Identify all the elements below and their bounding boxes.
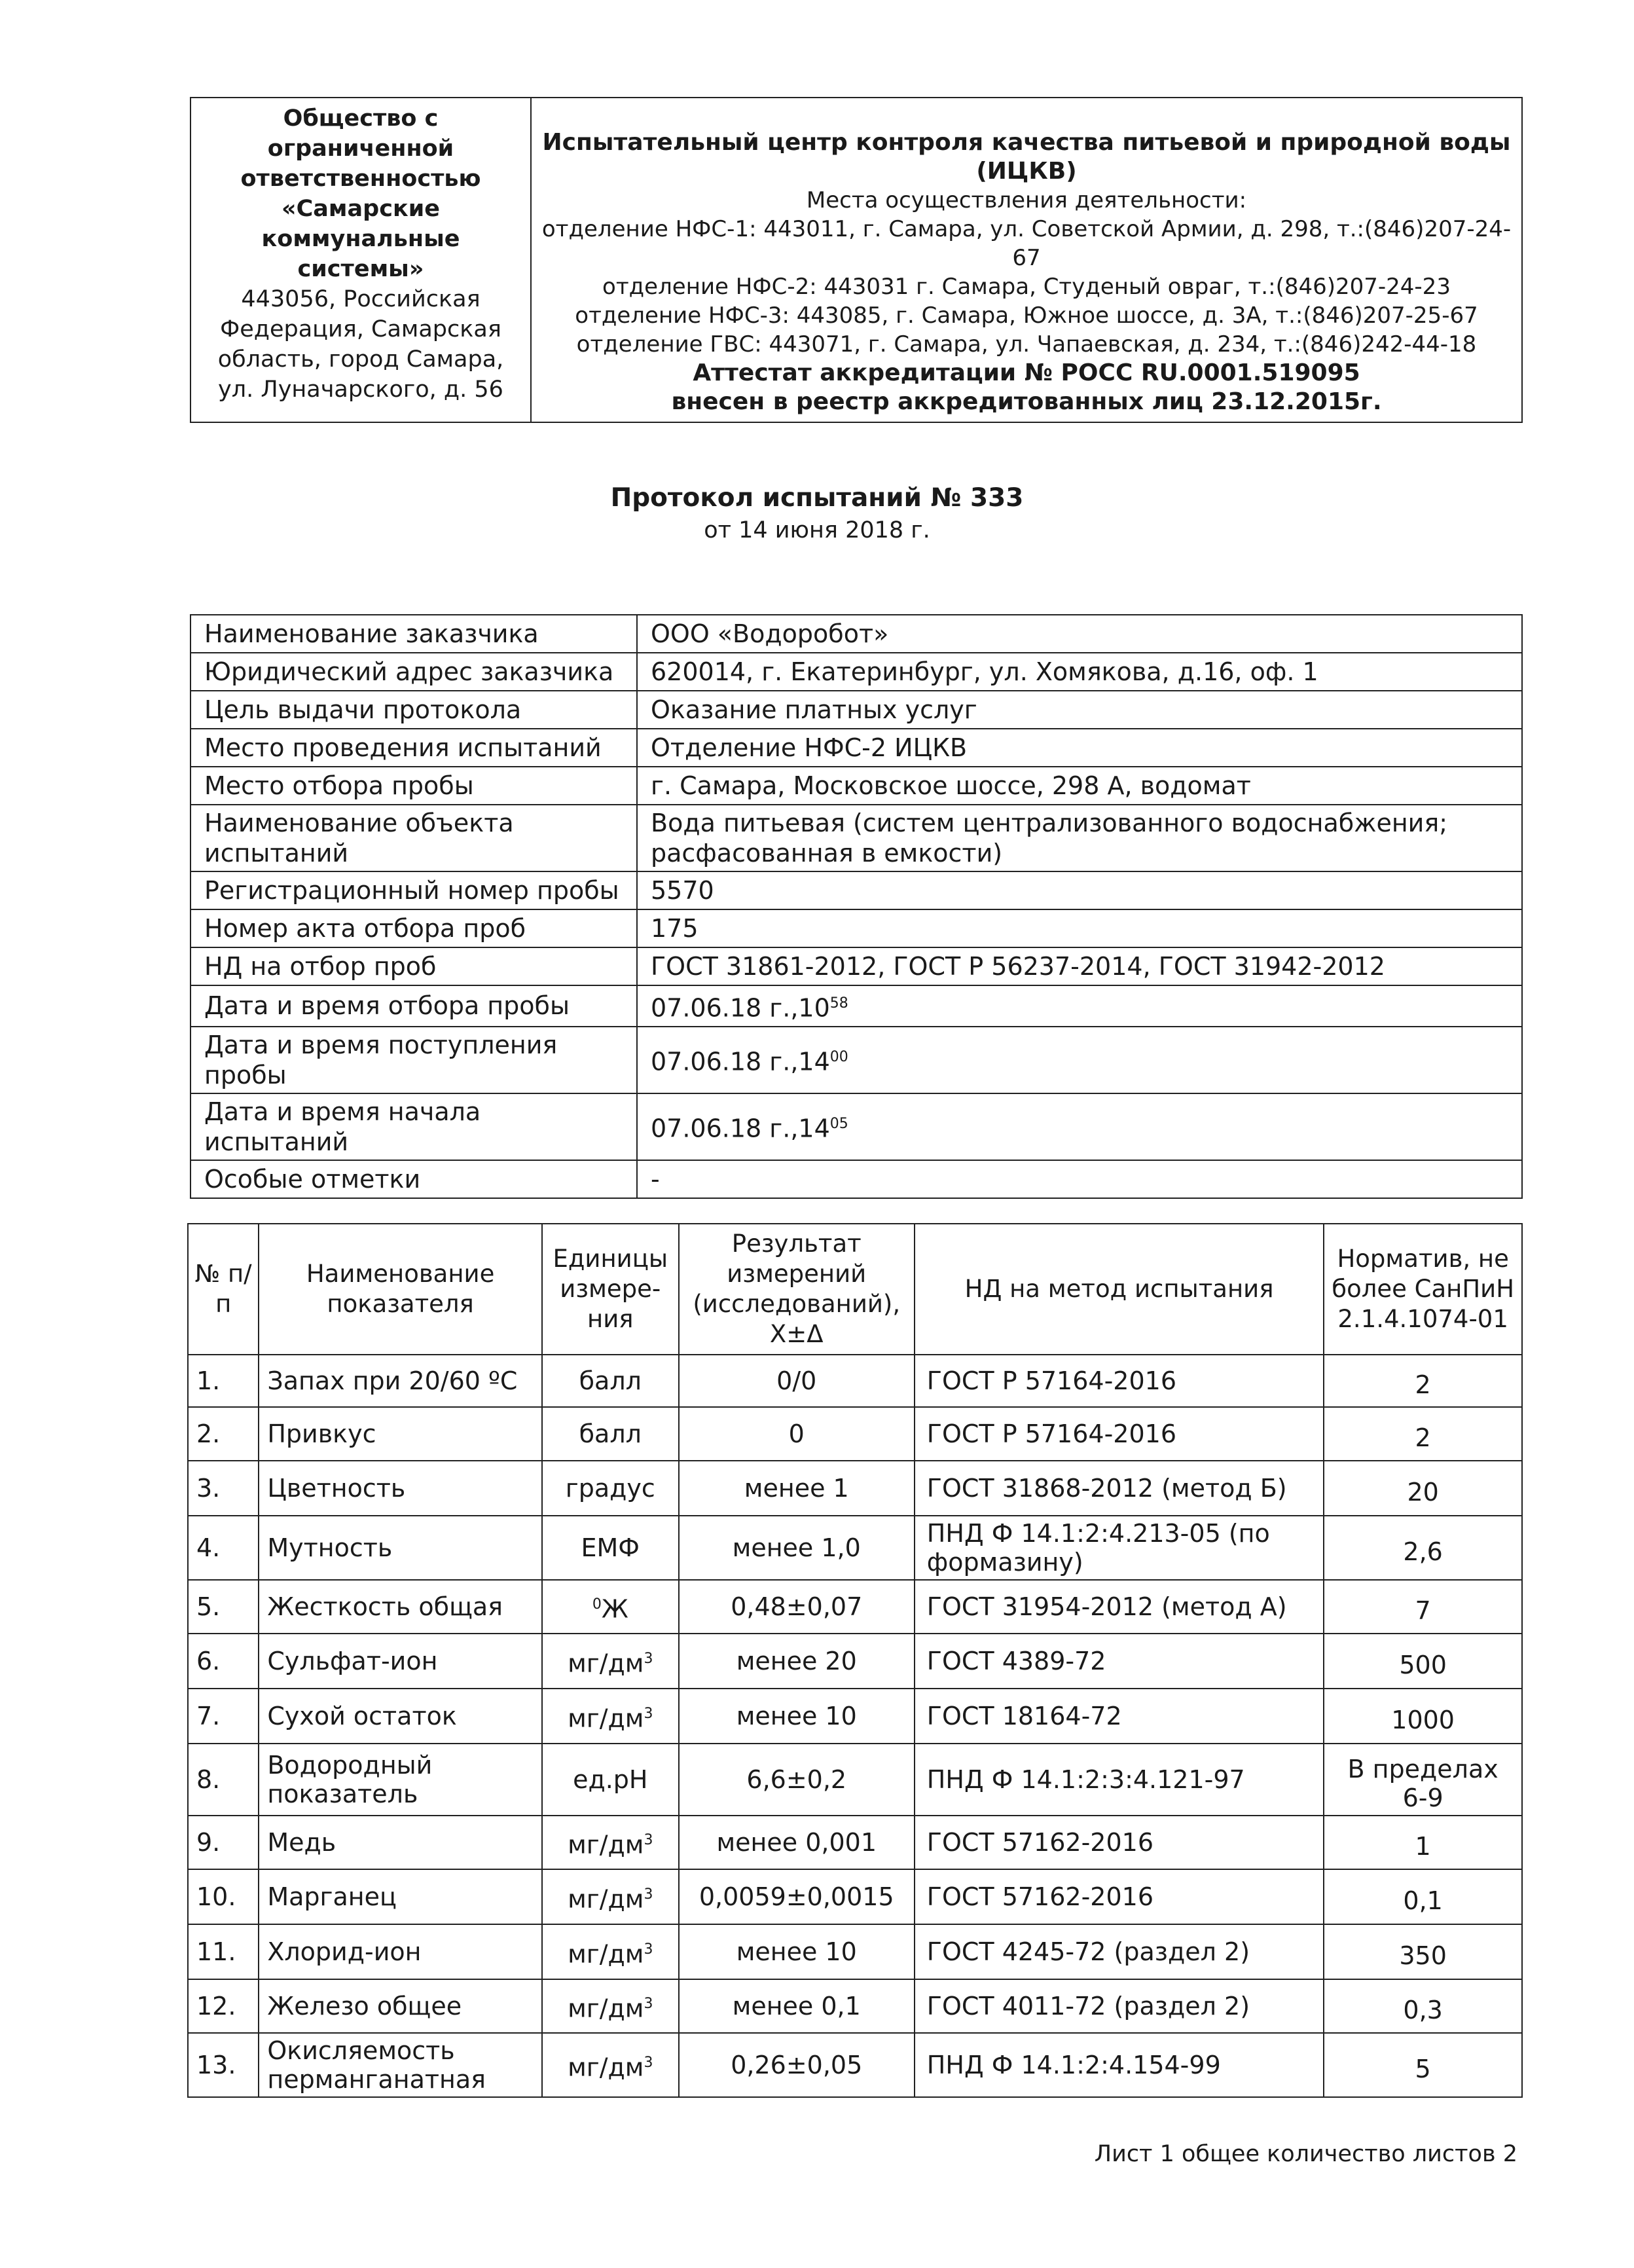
protocol-title: Протокол испытаний № 333 — [610, 483, 1024, 513]
table-row — [188, 1355, 1522, 1407]
info-value-cell — [637, 909, 1522, 947]
row-num: 10. — [188, 1869, 259, 1924]
col-name-header: Наименование показателя — [259, 1224, 542, 1355]
row-result: 0,0059±0,0015 — [679, 1869, 915, 1924]
col-result-header: Результат измерений (исследований), Х±Δ — [679, 1224, 915, 1355]
org-name — [200, 103, 521, 284]
row-result: 0,26±0,05 — [679, 2033, 915, 2097]
info-value: - — [651, 1164, 660, 1194]
row-result: менее 0,1 — [679, 1979, 915, 2033]
branches-list — [541, 215, 1512, 359]
info-row — [191, 1027, 1522, 1093]
info-key: Цель выдачи протокола — [191, 691, 637, 729]
org-address-line: Федерация, Самарская — [220, 316, 501, 342]
col-norm-header: Норматив, не более СанПиН 2.1.4.1074-01 — [1324, 1224, 1522, 1355]
row-name: Медь — [259, 1816, 542, 1869]
info-value: ООО «Водоробот» — [651, 619, 889, 648]
info-key: НД на отбор проб — [191, 947, 637, 985]
row-name: Железо общее — [259, 1979, 542, 2033]
info-row — [191, 871, 1522, 909]
row-norm: 20 — [1324, 1461, 1522, 1516]
info-value-cell — [637, 985, 1522, 1027]
row-unit — [542, 1744, 679, 1816]
unit-sup: 3 — [644, 1650, 653, 1667]
row-norm: В пределах 6-9 — [1324, 1744, 1522, 1816]
unit-text: мг/дм — [568, 1939, 644, 1969]
accreditation-line: внесен в реестр аккредитованных лиц 23.12.2015г. — [671, 388, 1382, 415]
info-key: Дата и время поступления пробы — [191, 1027, 637, 1093]
row-method: ПНД Ф 14.1:2:3:4.121-97 — [915, 1744, 1324, 1816]
row-result: 0 — [679, 1407, 915, 1461]
row-num: 1. — [188, 1355, 259, 1407]
info-value: ГОСТ 31861-2012, ГОСТ Р 56237-2014, ГОСТ 31942-2012 — [651, 952, 1385, 981]
row-unit — [542, 1461, 679, 1516]
info-key: Место отбора пробы — [191, 767, 637, 805]
row-method: ГОСТ 18164-72 — [915, 1689, 1324, 1744]
org-address-line: область, город Самара, — [217, 346, 504, 373]
info-value-cell — [637, 1160, 1522, 1198]
info-row — [191, 947, 1522, 985]
info-key: Особые отметки — [191, 1160, 637, 1198]
center-title-line: Испытательный центр контроля качества питьевой и природной воды — [542, 129, 1511, 156]
row-name: Окисляемость перманганатная — [259, 2033, 542, 2097]
row-num: 11. — [188, 1924, 259, 1979]
table-row — [188, 1979, 1522, 2033]
org-address — [200, 284, 521, 405]
info-value-cell — [637, 729, 1522, 767]
info-value-sup: 05 — [829, 1116, 848, 1133]
row-result: менее 0,001 — [679, 1816, 915, 1869]
accreditation-line: Аттестат аккредитации № РОСС RU.0001.519095 — [693, 359, 1360, 386]
info-value: 5570 — [651, 876, 714, 905]
row-unit — [542, 1689, 679, 1744]
row-result: 6,6±0,2 — [679, 1744, 915, 1816]
row-method: ГОСТ 31954-2012 (метод А) — [915, 1580, 1324, 1634]
unit-text: мг/дм — [568, 2053, 644, 2082]
col-unit-header: Единицы измере-ния — [542, 1224, 679, 1355]
table-row — [188, 1816, 1522, 1869]
info-value-cell — [637, 1093, 1522, 1160]
info-value: г. Самара, Московское шоссе, 298 А, водомат — [651, 771, 1251, 800]
org-address-line: 443056, Российская — [241, 286, 481, 312]
row-norm: 7 — [1324, 1580, 1522, 1634]
row-method: ГОСТ 57162-2016 — [915, 1869, 1324, 1924]
info-value-cell — [637, 615, 1522, 653]
org-name-line: ответственностью — [240, 166, 481, 192]
unit-sup: 3 — [644, 1886, 653, 1903]
row-unit — [542, 2033, 679, 2097]
row-name: Водородный показатель — [259, 1744, 542, 1816]
row-num: 6. — [188, 1634, 259, 1689]
info-value: 175 — [651, 914, 699, 943]
info-row — [191, 691, 1522, 729]
row-num: 5. — [188, 1580, 259, 1634]
info-value-cell — [637, 767, 1522, 805]
info-row — [191, 653, 1522, 691]
row-name: Цветность — [259, 1461, 542, 1516]
info-value: 07.06.18 г.,14 — [651, 1047, 830, 1076]
row-method: ГОСТ 57162-2016 — [915, 1816, 1324, 1869]
table-row — [188, 1407, 1522, 1461]
row-norm: 5 — [1324, 2033, 1522, 2097]
info-key: Юридический адрес заказчика — [191, 653, 637, 691]
row-norm: 500 — [1324, 1634, 1522, 1689]
table-row — [188, 1869, 1522, 1924]
unit-text: ед.рН — [573, 1765, 648, 1794]
org-name-line: Общество с — [283, 105, 439, 132]
org-name-line: системы» — [297, 256, 424, 282]
row-num: 8. — [188, 1744, 259, 1816]
row-num: 9. — [188, 1816, 259, 1869]
info-key: Дата и время отбора пробы — [191, 985, 637, 1027]
unit-sup: 3 — [644, 2054, 653, 2071]
info-row — [191, 1093, 1522, 1160]
branch-line: отделение НФС-3: 443085, г. Самара, Южное шоссе, д. 3А, т.:(846)207-25-67 — [575, 302, 1478, 329]
row-unit — [542, 1634, 679, 1689]
table-row — [188, 2033, 1522, 2097]
row-norm: 350 — [1324, 1924, 1522, 1979]
info-row — [191, 615, 1522, 653]
row-result: менее 1,0 — [679, 1516, 915, 1580]
info-key: Номер акта отбора проб — [191, 909, 637, 947]
unit-text: балл — [579, 1419, 642, 1448]
info-key: Наименование заказчика — [191, 615, 637, 653]
org-name-line: «Самарские — [281, 196, 440, 222]
unit-text: градус — [565, 1474, 655, 1503]
info-row — [191, 767, 1522, 805]
row-num: 13. — [188, 2033, 259, 2097]
center-title-line: (ИЦКВ) — [976, 158, 1077, 185]
row-norm: 2,6 — [1324, 1516, 1522, 1580]
branch-line: отделение НФС-2: 443031 г. Самара, Студеный овраг, т.:(846)207-24-23 — [602, 274, 1451, 300]
center-title — [541, 128, 1512, 186]
table-row — [188, 1580, 1522, 1634]
table-row — [188, 1634, 1522, 1689]
info-value-cell — [637, 1027, 1522, 1093]
info-table — [190, 614, 1523, 1199]
info-value-cell — [637, 871, 1522, 909]
info-value: 620014, г. Екатеринбург, ул. Хомякова, д.16, оф. 1 — [651, 657, 1318, 686]
row-result: менее 20 — [679, 1634, 915, 1689]
info-value-sup: 00 — [829, 1049, 848, 1066]
row-method: ГОСТ 4011-72 (раздел 2) — [915, 1979, 1324, 2033]
page-footer: Лист 1 общее количество листов 2 — [1094, 2141, 1517, 2167]
info-key: Место проведения испытаний — [191, 729, 637, 767]
row-unit — [542, 1580, 679, 1634]
row-name: Сульфат-ион — [259, 1634, 542, 1689]
row-name: Мутность — [259, 1516, 542, 1580]
info-row — [191, 985, 1522, 1027]
unit-text: мг/дм — [568, 1884, 644, 1914]
info-value: Отделение НФС-2 ИЦКВ — [651, 733, 968, 762]
row-method: ГОСТ Р 57164-2016 — [915, 1355, 1324, 1407]
row-unit — [542, 1355, 679, 1407]
info-body — [191, 615, 1522, 1198]
results-table — [187, 1223, 1523, 2098]
row-norm: 2 — [1324, 1407, 1522, 1461]
row-unit — [542, 1869, 679, 1924]
row-norm: 0,1 — [1324, 1869, 1522, 1924]
unit-text: Ж — [601, 1594, 628, 1624]
branch-line: отделение ГВС: 443071, г. Самара, ул. Чапаевская, д. 234, т.:(846)242-44-18 — [576, 331, 1477, 357]
row-name: Запах при 20/60 ºС — [259, 1355, 542, 1407]
row-method: ГОСТ 31868-2012 (метод Б) — [915, 1461, 1324, 1516]
row-num: 12. — [188, 1979, 259, 2033]
row-unit — [542, 1407, 679, 1461]
table-row — [188, 1689, 1522, 1744]
row-method: ПНД Ф 14.1:2:4.213-05 (по формазину) — [915, 1516, 1324, 1580]
table-row — [188, 1461, 1522, 1516]
places-label: Места осуществления деятельности: — [806, 187, 1247, 213]
row-unit — [542, 1816, 679, 1869]
col-num-header: № п/п — [188, 1224, 259, 1355]
info-value: 07.06.18 г.,14 — [651, 1114, 830, 1143]
row-method: ГОСТ Р 57164-2016 — [915, 1407, 1324, 1461]
info-row — [191, 1160, 1522, 1198]
col-method-header: НД на метод испытания — [915, 1224, 1324, 1355]
info-value-cell — [637, 947, 1522, 985]
row-num: 2. — [188, 1407, 259, 1461]
unit-sup: 3 — [644, 1941, 653, 1958]
info-key: Наименование объекта испытаний — [191, 805, 637, 871]
info-value-cell — [637, 805, 1522, 871]
unit-text: мг/дм — [568, 1830, 644, 1859]
info-row — [191, 729, 1522, 767]
org-address-line: ул. Луначарского, д. 56 — [218, 376, 503, 403]
unit-sup: 3 — [644, 1995, 653, 2012]
center-cell — [531, 98, 1522, 422]
unit-text: мг/дм — [568, 1649, 644, 1678]
info-value: Оказание платных услуг — [651, 695, 977, 724]
row-unit — [542, 1979, 679, 2033]
table-row — [188, 1744, 1522, 1816]
results-body — [188, 1355, 1522, 2097]
row-result: 0,48±0,07 — [679, 1580, 915, 1634]
accreditation — [541, 359, 1512, 416]
info-row — [191, 909, 1522, 947]
row-result: менее 10 — [679, 1689, 915, 1744]
row-name: Привкус — [259, 1407, 542, 1461]
row-num: 7. — [188, 1689, 259, 1744]
unit-text: балл — [579, 1366, 642, 1395]
row-method: ГОСТ 4245-72 (раздел 2) — [915, 1924, 1324, 1979]
info-value-sup: 58 — [829, 995, 848, 1012]
row-method: ПНД Ф 14.1:2:4.154-99 — [915, 2033, 1324, 2097]
info-row — [191, 805, 1522, 871]
info-value-cell — [637, 653, 1522, 691]
row-norm: 0,3 — [1324, 1979, 1522, 2033]
unit-text: ЕМФ — [581, 1533, 640, 1562]
org-name-line: коммунальные — [261, 226, 460, 252]
info-value: 07.06.18 г.,10 — [651, 993, 830, 1023]
row-result: 0/0 — [679, 1355, 915, 1407]
org-name-line: ограниченной — [267, 136, 454, 162]
info-value: Вода питьевая (систем централизованного водоснабжения; расфасованная в емкости) — [651, 809, 1448, 868]
row-unit — [542, 1924, 679, 1979]
row-num: 4. — [188, 1516, 259, 1580]
row-norm: 1 — [1324, 1816, 1522, 1869]
row-name: Сухой остаток — [259, 1689, 542, 1744]
table-row — [188, 1924, 1522, 1979]
info-key: Дата и время начала испытаний — [191, 1093, 637, 1160]
header-table — [190, 97, 1523, 423]
row-name: Хлорид-ион — [259, 1924, 542, 1979]
info-key: Регистрационный номер пробы — [191, 871, 637, 909]
unit-sup: 3 — [644, 1705, 653, 1722]
row-result: менее 10 — [679, 1924, 915, 1979]
row-name: Марганец — [259, 1869, 542, 1924]
row-method: ГОСТ 4389-72 — [915, 1634, 1324, 1689]
unit-sup: 0 — [592, 1596, 602, 1613]
protocol-date: от 14 июня 2018 г. — [704, 517, 930, 543]
row-num: 3. — [188, 1461, 259, 1516]
unit-text: мг/дм — [568, 1994, 644, 2023]
unit-text: мг/дм — [568, 1704, 644, 1733]
row-result: менее 1 — [679, 1461, 915, 1516]
info-value-cell — [637, 691, 1522, 729]
unit-sup: 3 — [644, 1831, 653, 1848]
row-unit — [542, 1516, 679, 1580]
org-cell — [191, 98, 531, 422]
row-name: Жесткость общая — [259, 1580, 542, 1634]
row-norm: 2 — [1324, 1355, 1522, 1407]
branch-line: отделение НФС-1: 443011, г. Самара, ул. Советской Армии, д. 298, т.:(846)207-24-67 — [541, 216, 1512, 271]
table-row — [188, 1516, 1522, 1580]
row-norm: 1000 — [1324, 1689, 1522, 1744]
